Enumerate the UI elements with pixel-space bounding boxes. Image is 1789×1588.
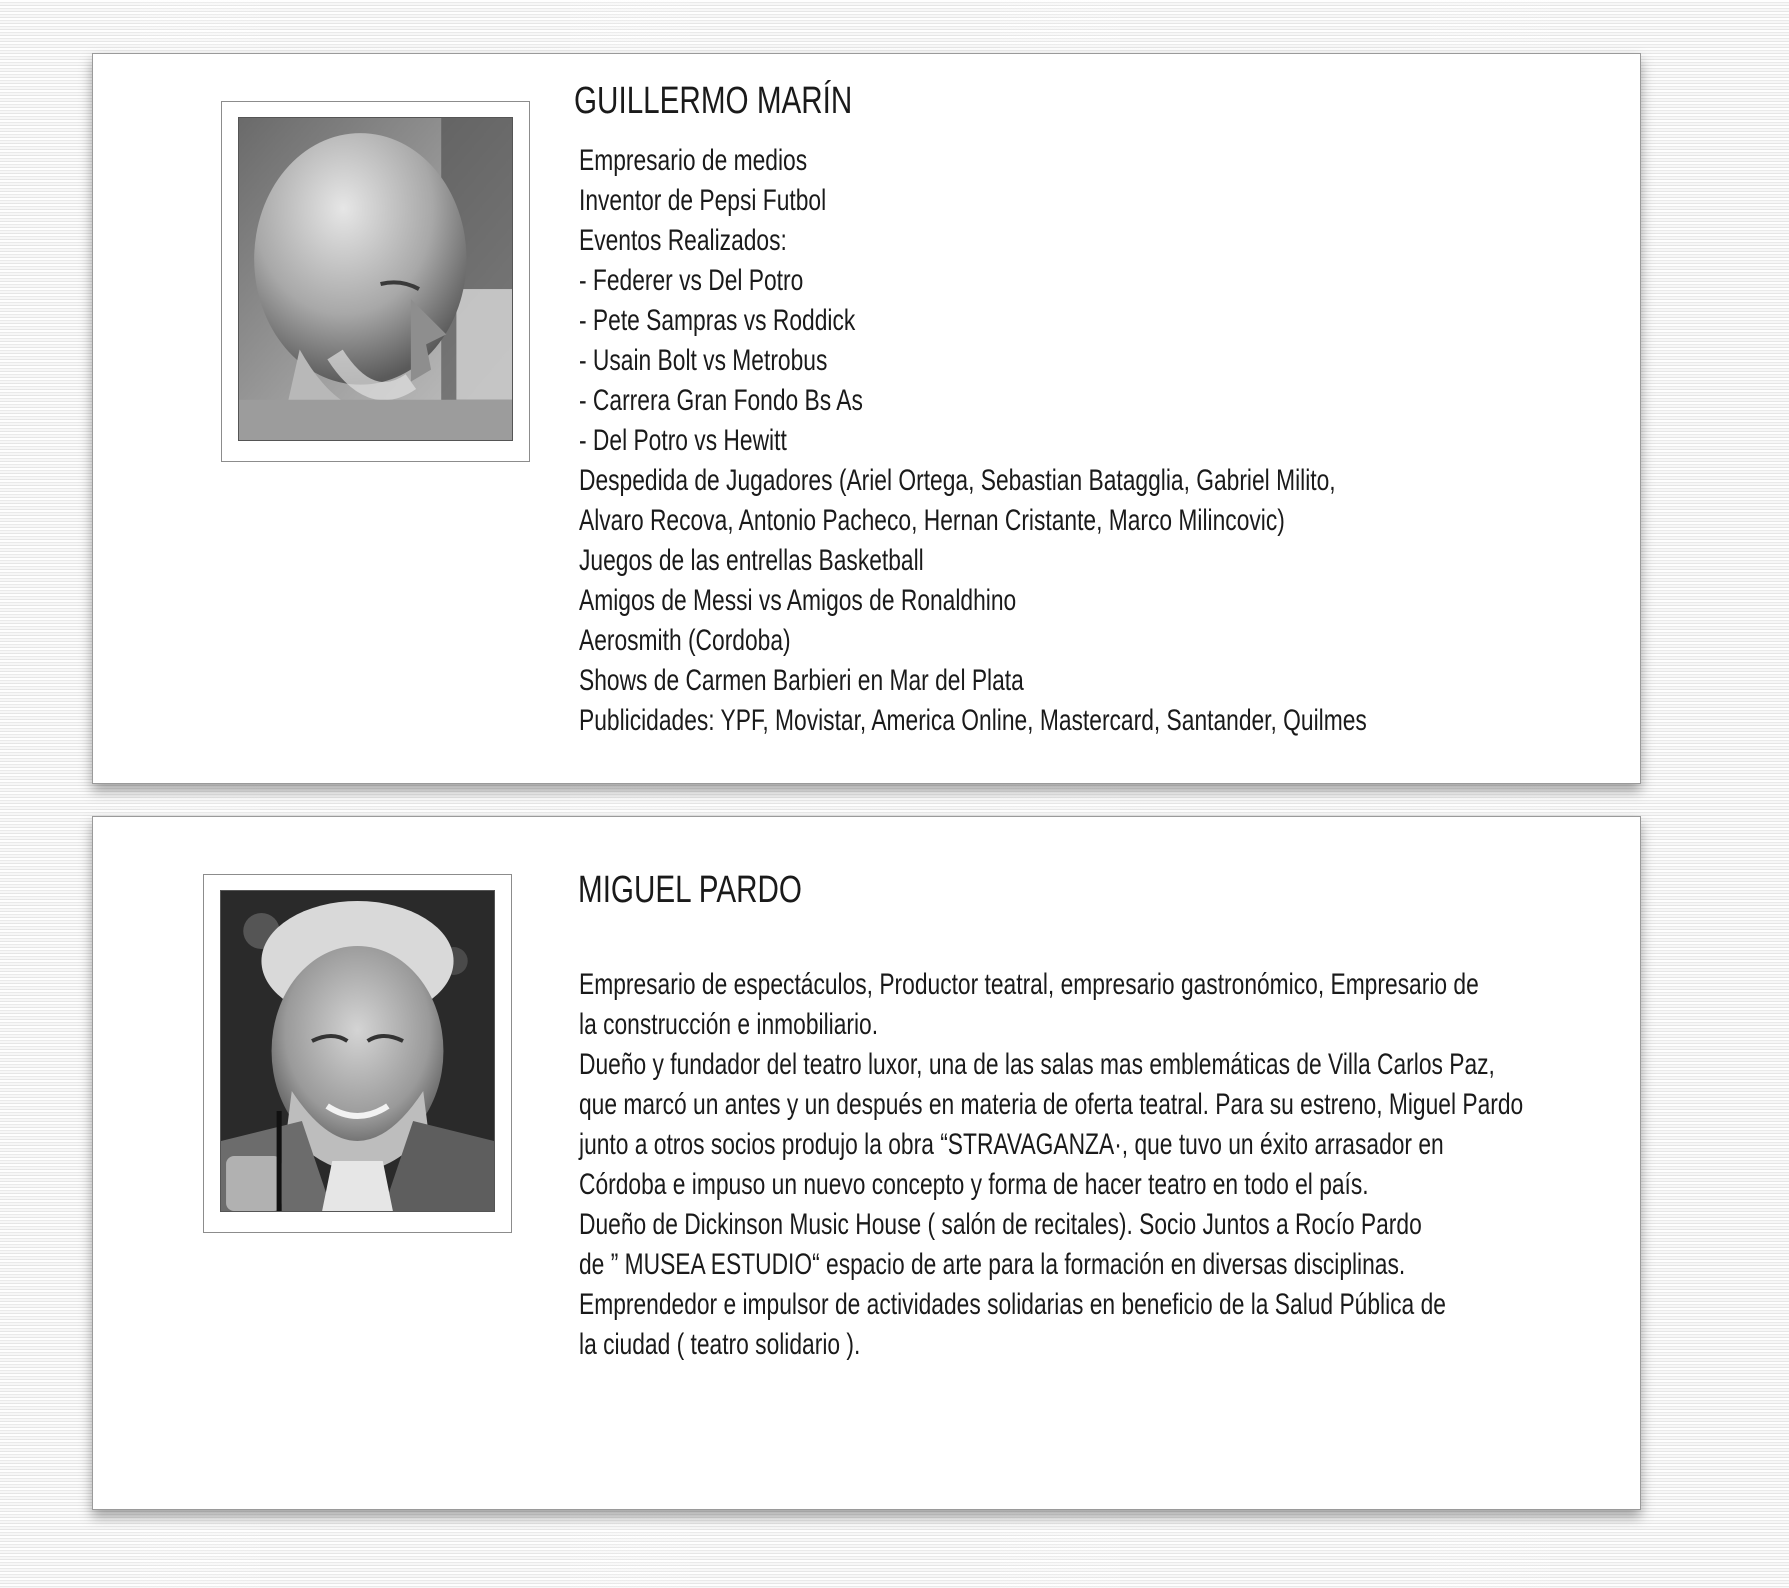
- portrait-image: [221, 891, 494, 1211]
- profile-card-guillermo-marin: [92, 53, 1641, 784]
- profile-name: MIGUEL PARDO: [578, 869, 802, 911]
- bio-line: Shows de Carmen Barbieri en Mar del Plata: [579, 664, 1024, 697]
- bio-line: Empresario de medios: [579, 144, 808, 177]
- bio-line: - Carrera Gran Fondo Bs As: [579, 384, 863, 417]
- bio-line: la construcción e inmobiliario.: [579, 1008, 879, 1041]
- bio-line: - Pete Sampras vs Roddick: [579, 304, 856, 337]
- portrait-photo: [220, 890, 495, 1212]
- bio-line: Córdoba e impuso un nuevo concepto y forma de hacer teatro en todo el país.: [579, 1168, 1369, 1201]
- bio-line: Alvaro Recova, Antonio Pacheco, Hernan Cristante, Marco Milincovic): [579, 504, 1285, 537]
- bio-line: Emprendedor e impulsor de actividades solidarias en beneficio de la Salud Pública de: [579, 1288, 1446, 1321]
- bio-line: Empresario de espectáculos, Productor teatral, empresario gastronómico, Empresario de: [579, 968, 1479, 1001]
- bio-line: Dueño y fundador del teatro luxor, una de las salas mas emblemáticas de Villa Carlos Paz,: [579, 1048, 1495, 1081]
- bio-line: - Usain Bolt vs Metrobus: [579, 344, 828, 377]
- bio-line: Amigos de Messi vs Amigos de Ronaldhino: [579, 584, 1017, 617]
- portrait-image: [239, 118, 512, 440]
- bio-line: la ciudad ( teatro solidario ).: [579, 1328, 861, 1361]
- bio-line: de ” MUSEA ESTUDIO“ espacio de arte para la formación en diversas disciplinas.: [579, 1248, 1406, 1281]
- bio-line: Inventor de Pepsi Futbol: [579, 184, 827, 217]
- portrait-frame: [203, 874, 512, 1233]
- portrait-photo: [238, 117, 513, 441]
- bio-line: Dueño de Dickinson Music House ( salón de recitales). Socio Juntos a Rocío Pardo: [579, 1208, 1422, 1241]
- profile-bio: [579, 141, 1367, 741]
- bio-line: Eventos Realizados:: [579, 224, 787, 257]
- bio-line: - Federer vs Del Potro: [579, 264, 804, 297]
- bio-line: Aerosmith (Cordoba): [579, 624, 791, 657]
- bio-line: - Del Potro vs Hewitt: [579, 424, 787, 457]
- profile-bio: [579, 965, 1523, 1365]
- bio-line: Publicidades: YPF, Movistar, America Online, Mastercard, Santander, Quilmes: [579, 704, 1367, 737]
- profile-name: GUILLERMO MARÍN: [574, 80, 853, 122]
- bio-line: Juegos de las entrellas Basketball: [579, 544, 924, 577]
- bio-line: que marcó un antes y un después en materia de oferta teatral. Para su estreno, Miguel Pardo: [579, 1088, 1524, 1121]
- portrait-frame: [221, 101, 530, 462]
- bio-line: junto a otros socios produjo la obra “STRAVAGANZA·, que tuvo un éxito arrasador en: [579, 1128, 1444, 1161]
- profile-card-miguel-pardo: [92, 816, 1641, 1510]
- bio-line: Despedida de Jugadores (Ariel Ortega, Sebastian Batagglia, Gabriel Milito,: [579, 464, 1336, 497]
